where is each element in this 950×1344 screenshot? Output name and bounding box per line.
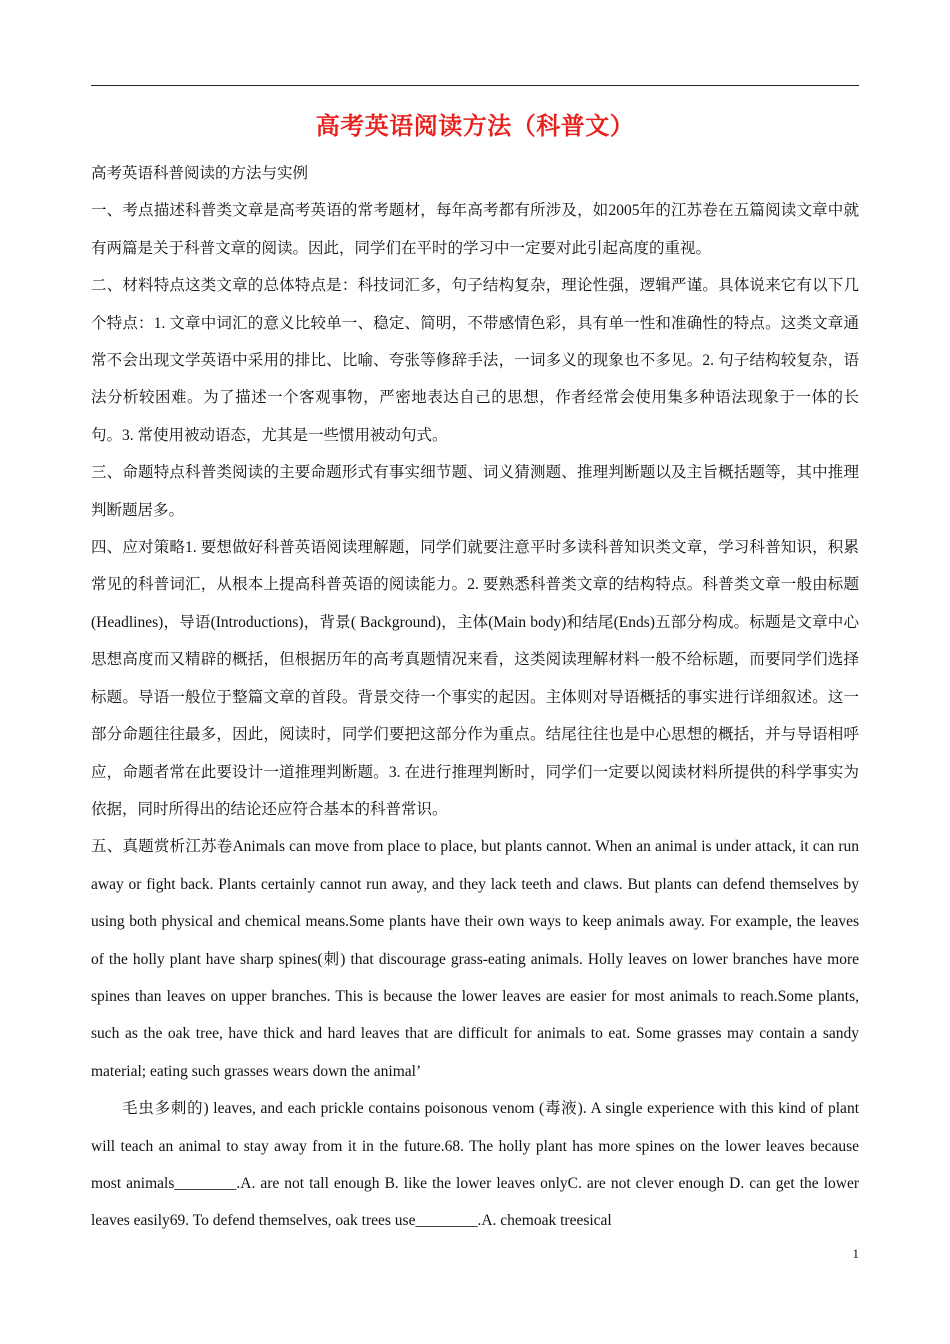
section-5-paragraph: 五、真题赏析江苏卷Animals can move from place to place, but plants cannot. When an animal is under attack, it can run away or fight back. Plants certainly cannot run away, and they lack teeth and claws. But plants can defend themselves by using both physical and chemical means.Some plants have their own ways to keep animals away. For example, the leaves of the holly plant have sharp spines(刺) that discourage grass-eating animals. Holly leaves on lower branches have more spines than leaves on upper branches. This is because the lower leaves are easier for most animals to reach.Some plants, such as the oak tree, have thick and hard leaves that are difficult for animals to eat. Some grasses may contain a sandy material; eating such grasses wears down the animal’ <box>91 838 859 1080</box>
page-number: 1 <box>852 1246 859 1261</box>
continuation-paragraph: 毛虫多刺的) leaves, and each prickle contains poisonous venom (毒液). A single experience with this kind of plant will teach an animal to stay away from it in the future.68. The holly plant has more spines on the lower leaves because most animals________.A. are not tall enough B. like the lower leaves onlyC. are not clever enough D. can get the lower leaves easily69. To defend themselves, oak trees use________.A. chemoak treesical <box>91 1100 859 1230</box>
document-body <box>91 155 859 1240</box>
subtitle-paragraph: 高考英语科普阅读的方法与实例 <box>91 165 309 182</box>
section-4-paragraph: 四、应对策略1. 要想做好科普英语阅读理解题，同学们就要注意平时多读科普知识类文章，学习科普知识，积累常见的科普词汇，从根本上提高科普英语的阅读能力。2. 要熟悉科普类文章的结构特点。科普类文章一般由标题(Headlines)，导语(Introductions)，背景( Background)，主体(Main body)和结尾(Ends)五部分构成。标题是文章中心思想高度而又精辟的概括，但根据历年的高考真题情况来看，这类阅读理解材料一般不给标题，而要同学们选择标题。导语一般位于整篇文章的首段。背景交待一个事实的起因。主体则对导语概括的事实进行详细叙述。这一部分命题往往最多，因此，阅读时，同学们要把这部分作为重点。结尾往往也是中心思想的概括，并与导语相呼应，命题者常在此要设计一道推理判断题。3. 在进行推理判断时，同学们一定要以阅读材料所提供的科学事实为依据，同时所得出的结论还应符合基本的科普常识。 <box>91 539 859 818</box>
header-rule <box>91 85 859 86</box>
section-3-paragraph: 三、命题特点科普类阅读的主要命题形式有事实细节题、词义猜测题、推理判断题以及主旨概括题等，其中推理判断题居多。 <box>91 464 859 519</box>
section-1-paragraph: 一、考点描述科普类文章是高考英语的常考题材，每年高考都有所涉及，如2005年的江苏卷在五篇阅读文章中就有两篇是关于科普文章的阅读。因此，同学们在平时的学习中一定要对此引起高度的重视。 <box>91 202 859 257</box>
section-2-paragraph: 二、材料特点这类文章的总体特点是：科技词汇多，句子结构复杂，理论性强，逻辑严谨。具体说来它有以下几个特点：1. 文章中词汇的意义比较单一、稳定、简明，不带感情色彩，具有单一性和准确性的特点。这类文章通常不会出现文学英语中采用的排比、比喻、夸张等修辞手法，一词多义的现象也不多见。2. 句子结构较复杂，语法分析较困难。为了描述一个客观事物，严密地表达自己的思想，作者经常会使用集多种语法现象于一体的长句。3. 常使用被动语态，尤其是一些惯用被动句式。 <box>91 277 859 444</box>
document-title: 高考英语阅读方法（科普文） <box>315 112 635 140</box>
